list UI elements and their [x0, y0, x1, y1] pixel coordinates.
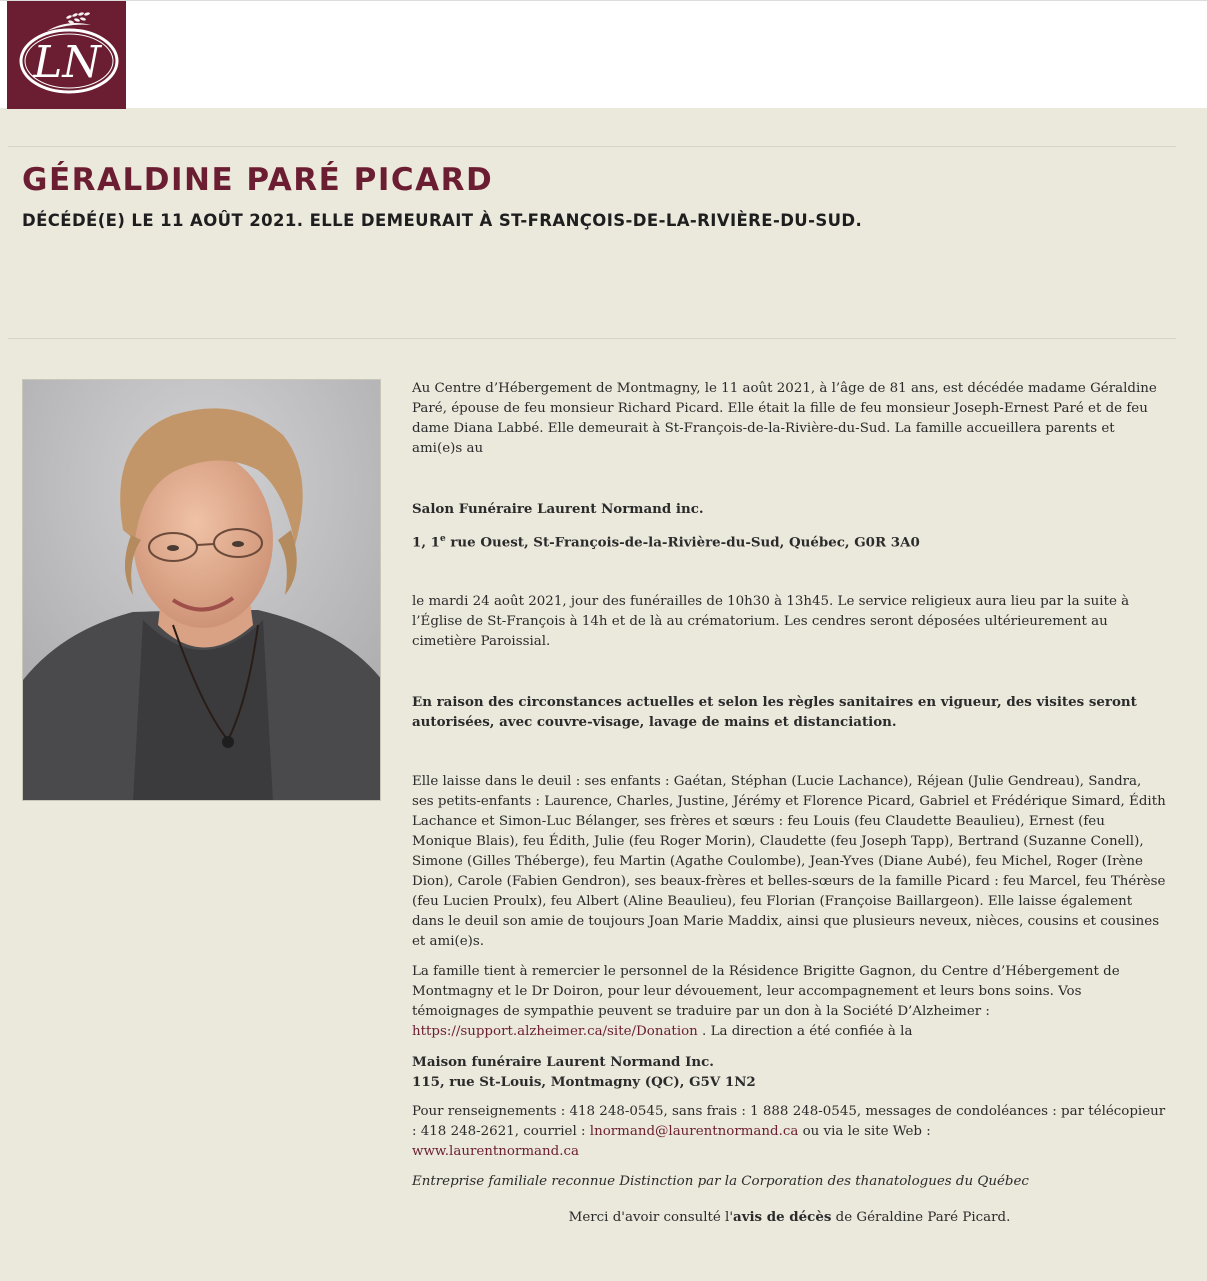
obituary-text: [412, 379, 1167, 1228]
donation-link[interactable]: https://support.alzheimer.ca/site/Donation: [412, 1024, 698, 1040]
page-title: GÉRALDINE PARÉ PICARD: [22, 162, 494, 198]
thanks-paragraph: [412, 962, 1167, 1042]
info-web-text: ou via le site Web :: [798, 1124, 931, 1140]
logo-mark-icon: [7, 1, 126, 109]
intro-paragraph: Au Centre d’Hébergement de Montmagny, le 11 août 2021, à l’âge de 81 ans, est décédée madame Géraldine Paré, épouse de feu monsieur Richard Picard. Elle était la fille de feu monsieur Joseph-Ernest Paré et de feu dame Diana Labbé. Elle demeurait à St-François-de-la-Rivière-du-Sud. La famille accueillera parents et ami(e)s au: [412, 381, 1157, 456]
svg-text:LN: LN: [33, 37, 101, 88]
home-address: 115, rue St-Louis, Montmagny (QC), G5V 1N2: [412, 1074, 756, 1091]
divider-bottom: [8, 338, 1176, 339]
salon-name: Salon Funéraire Laurent Normand inc.: [412, 501, 704, 517]
salon-address: [412, 529, 1167, 552]
portrait-image: [23, 380, 381, 801]
family-paragraph: Elle laisse dans le deuil : ses enfants : Gaétan, Stéphan (Lucie Lachance), Réjean (Julie Gendreau), Sandra, ses petits-enfants : Laurence, Charles, Justine, Jérémy et Florence Picard, Gabriel et Frédérique Simard, Édith Lachance et Simon-Luc Bélanger, ses frères et sœurs : feu Louis (feu Claudette Beaulieu), Ernest (feu Monique Blais), feu Édith, Julie (feu Roger Morin), Claudette (feu Joseph Tapp), Bertrand (Suzanne Conell), Simone (Gilles Théberge), feu Martin (Agathe Coulombe), Jean-Yves (Diane Aubé), feu Michel, Roger (Irène Dion), Carole (Fabien Gendron), ses beaux-frères et belles-sœurs de la famille Picard : feu Marcel, feu Thérèse (feu Lucien Proulx), feu Albert (Aline Beaulieu), feu Florian (Françoise Baillargeon). Elle laisse également dans le deuil son amie de toujours Joan Marie Maddix, ainsi que plusieurs neveux, nièces, cousins et cousines et ami(e)s.: [412, 774, 1166, 950]
salon-address-rest: rue Ouest, St-François-de-la-Rivière-du-Sud, Québec, G0R 3A0: [445, 534, 920, 551]
website-link[interactable]: www.laurentnormand.ca: [412, 1144, 579, 1160]
distinction-text: Entreprise familiale reconnue Distinction par la Corporation des thanatologues du Québec: [412, 1174, 1029, 1190]
portrait-photo: [22, 379, 381, 801]
salon-address-sup: e: [439, 534, 446, 544]
thanks-text: La famille tient à remercier le personnel de la Résidence Brigitte Gagnon, du Centre d’Hébergement de Montmagny et le Dr Doiron, pour leur dévouement, leur accompagnement et leurs bons soins. Vos témoignages de sympathie peuvent se traduire par un don à la Société D’Alzheimer :: [412, 964, 1120, 1020]
direction-text: . La direction a été confiée à la: [697, 1024, 913, 1040]
page-subtitle: DÉCÉDÉ(E) LE 11 AOÛT 2021. ELLE DEMEURAIT À ST-FRANÇOIS-DE-LA-RIVIÈRE-DU-SUD.: [22, 211, 863, 230]
covid-notice: En raison des circonstances actuelles et selon les règles sanitaires en vigueur, des visites seront autorisées, avec couvre-visage, lavage de mains et distanciation.: [412, 694, 1137, 731]
logo[interactable]: [7, 1, 126, 109]
visitation-paragraph: le mardi 24 août 2021, jour des funérailles de 10h30 à 13h45. Le service religieux aura lieu par la suite à l’Église de St-François à 14h et de là au crématorium. Les cendres seront déposées ultérieurement au cimetière Paroissial.: [412, 594, 1130, 650]
divider-top: [8, 146, 1176, 147]
salon-address-prefix: 1, 1: [412, 534, 440, 551]
footer-bold: avis de décès: [733, 1209, 832, 1226]
info-text: Pour renseignements : 418 248-0545, sans frais : 1 888 248-0545, messages de condoléances : par télécopieur : 418 248-2621, courriel :: [412, 1104, 1166, 1140]
footer-suffix: de Géraldine Paré Picard.: [831, 1210, 1011, 1226]
home-name: Maison funéraire Laurent Normand Inc.: [412, 1054, 714, 1071]
email-link[interactable]: lnormand@laurentnormand.ca: [589, 1124, 799, 1140]
header-bar: [0, 0, 1207, 108]
info-paragraph: [412, 1102, 1167, 1162]
footer-thanks: [412, 1207, 1167, 1228]
footer-prefix: Merci d'avoir consulté l': [568, 1210, 734, 1226]
